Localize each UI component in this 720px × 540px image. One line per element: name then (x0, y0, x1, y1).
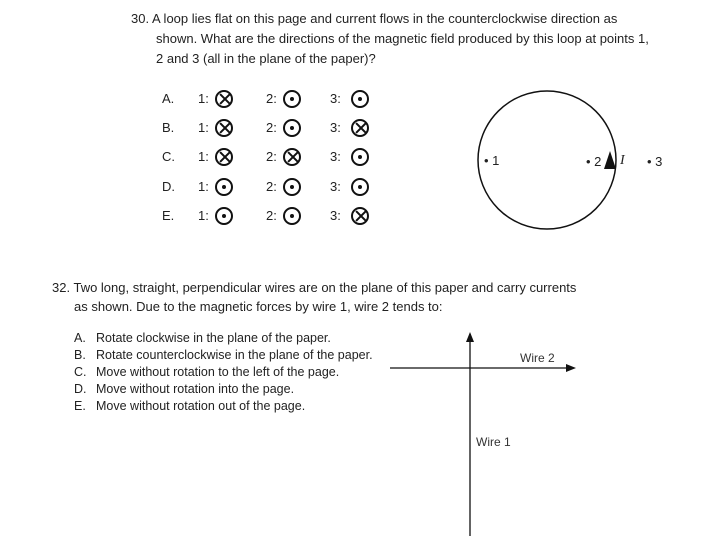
option-letter: D. (162, 179, 175, 194)
point-1-label: 1: (198, 208, 209, 223)
question-text-line: as shown. Due to the magnetic forces by wire 1, wire 2 tends to: (74, 299, 443, 314)
choice-text: Move without rotation to the left of the page. (96, 365, 340, 379)
choice-letter: C. (74, 365, 87, 379)
field-into-page-icon (215, 148, 233, 166)
current-arrow-icon (604, 151, 616, 169)
field-out-of-page-icon (215, 207, 233, 225)
wire-1-label: Wire 1 (476, 435, 511, 449)
point-1-label: 1: (198, 120, 209, 135)
choice-letter: E. (74, 399, 86, 413)
point-3-label: 3: (330, 120, 341, 135)
field-into-page-icon (351, 119, 369, 137)
point-1-label: 1: (198, 149, 209, 164)
option-letter: C. (162, 149, 175, 164)
field-into-page-icon (351, 207, 369, 225)
field-out-of-page-icon (283, 119, 301, 137)
point-3-label: 3: (330, 149, 341, 164)
question-text-line: Two long, straight, perpendicular wires are on the plane of this paper and carry currents (73, 280, 577, 295)
field-into-page-icon (283, 148, 301, 166)
choice-text: Move without rotation into the page. (96, 382, 295, 396)
option-letter: E. (162, 208, 175, 223)
field-out-of-page-icon (283, 90, 301, 108)
question-text-line: shown. What are the directions of the magnetic field produced by this loop at points 1, (156, 31, 649, 46)
field-out-of-page-icon (283, 207, 301, 225)
field-into-page-icon (215, 90, 233, 108)
point-3-label: 3: (330, 179, 341, 194)
field-out-of-page-icon (215, 178, 233, 196)
question-32 (52, 278, 612, 316)
field-out-of-page-icon (351, 90, 369, 108)
wires-diagram (388, 330, 588, 540)
question-number: 30. (131, 11, 150, 26)
point-3-label: 3: (330, 91, 341, 106)
wire-2-arrow-icon (566, 364, 576, 372)
question-30 (131, 9, 711, 69)
wire-2-label: Wire 2 (520, 351, 555, 365)
field-into-page-icon (215, 119, 233, 137)
point-3-label: 3: (330, 208, 341, 223)
choice-text: Rotate clockwise in the plane of the paper. (96, 331, 331, 345)
point-2-label: 2: (266, 179, 277, 194)
question-text-line: A loop lies flat on this page and current flows in the counterclockwise direction as (151, 11, 618, 26)
choice-text: Rotate counterclockwise in the plane of the paper. (96, 348, 373, 362)
point-3-label: • 3 (647, 154, 663, 169)
current-label: I (620, 153, 625, 168)
option-letter: B. (162, 120, 175, 135)
question-text-line: 2 and 3 (all in the plane of the paper)? (156, 51, 376, 66)
field-out-of-page-icon (351, 148, 369, 166)
choice-text: Move without rotation out of the page. (96, 399, 306, 413)
point-2-label: • 2 (586, 154, 602, 169)
field-out-of-page-icon (283, 178, 301, 196)
choice-letter: A. (74, 331, 86, 345)
choice-letter: B. (74, 348, 86, 362)
wire-1-arrow-icon (466, 332, 474, 342)
option-letter: A. (162, 91, 175, 106)
point-1-label: 1: (198, 179, 209, 194)
point-1-label: 1: (198, 91, 209, 106)
current-loop-diagram (470, 90, 690, 250)
point-2-label: 2: (266, 120, 277, 135)
point-2-label: 2: (266, 91, 277, 106)
question-number: 32. (52, 280, 71, 295)
point-1-label: • 1 (484, 153, 500, 168)
point-2-label: 2: (266, 208, 277, 223)
choice-letter: D. (74, 382, 87, 396)
point-2-label: 2: (266, 149, 277, 164)
field-out-of-page-icon (351, 178, 369, 196)
